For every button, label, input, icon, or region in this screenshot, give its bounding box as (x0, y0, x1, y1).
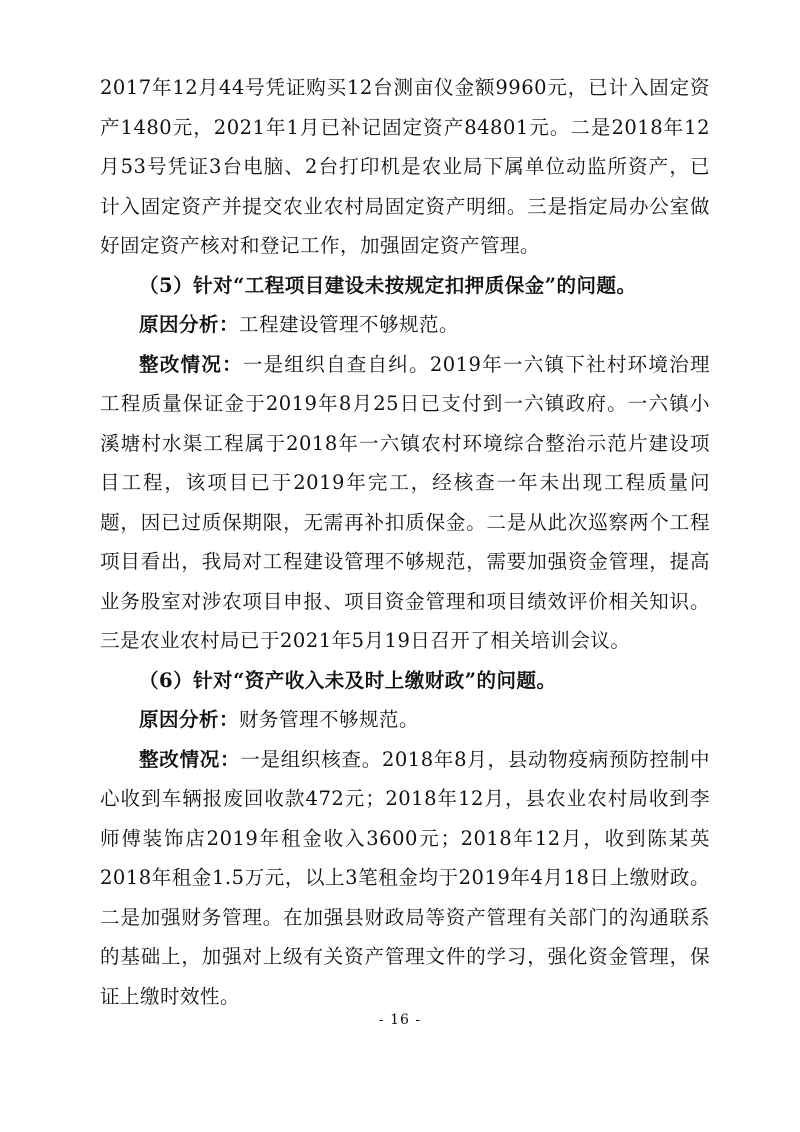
cause-analysis-text: 工程建设管理不够规范。 (239, 313, 460, 336)
cause-analysis-6 (100, 700, 710, 740)
cause-analysis-label: 原因分析： (139, 708, 240, 731)
section-heading-5: （5）针对“工程项目建设未按规定扣押质保金”的问题。 (139, 273, 637, 297)
cause-analysis-5 (100, 305, 710, 345)
rectification-text: 一是组织自查自纠。2019年一六镇下社村环境治理工程质量保证金于2019年8月25日已支付到一六镇政府。一六镇小溪塘村水渠工程属于2018年一六镇农村环境综合整治示范片建设项目工程，该项目已于2019年完工，经核查一年未出现工程质量问题，因已过质保期限，无需再补扣质保金。二是从此次巡察两个工程项目看出，我局对工程建设管理不够规范，需要加强资金管理，提高业务股室对涉农项目申报、项目资金管理和项目绩效评价相关知识。三是农业农村局已于2021年5月19日召开了相关培训会议。 (100, 352, 710, 652)
document-body (100, 68, 710, 1016)
section-heading-6: （6）针对“资产收入未及时上缴财政”的问题。 (139, 668, 557, 692)
paragraph-fixed-assets: 2017年12月44号凭证购买12台测亩仪金额9960元，已计入固定资产1480元，2021年1月已补记固定资产84801元。二是2018年12月53号凭证3台电脑、2台打印机是农业局下属单位动监所资产，已计入固定资产并提交农业农村局固定资产明细。三是指定局办公室做好固定资产核对和登记工作，加强固定资产管理。 (100, 76, 710, 257)
page-number: - 16 - (378, 1012, 422, 1028)
rectification-text: 一是组织核查。2018年8月，县动物疫病预防控制中心收到车辆报废回收款472元；2018年12月，县农业农村局收到李师傅装饰店2019年租金收入3600元；2018年12月，收到陈某英2018年租金1.5万元，以上3笔租金均于2019年4月18日上缴财政。二是加强财务管理。在加强县财政局等资产管理有关部门的沟通联系的基础上，加强对上级有关资产管理文件的学习，强化资金管理，保证上缴时效性。 (100, 747, 710, 1008)
cause-analysis-label: 原因分析： (139, 313, 240, 336)
rectification-label: 整改情况： (139, 352, 243, 376)
rectification-label: 整改情况： (139, 747, 241, 771)
rectification-5 (100, 345, 710, 661)
cause-analysis-text: 财务管理不够规范。 (239, 708, 420, 731)
rectification-6 (100, 740, 710, 1017)
